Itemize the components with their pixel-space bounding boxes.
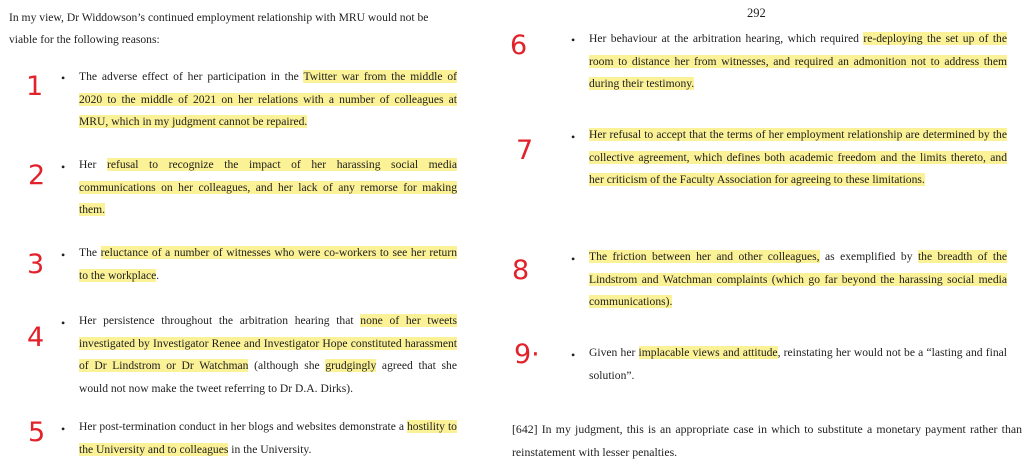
plain-text: The xyxy=(79,246,101,259)
highlighted-text: reluctance of a number of witnesses who were co-workers to see her return to the workplace xyxy=(79,246,457,282)
bullet-2: • xyxy=(61,160,66,174)
reason-7-text xyxy=(589,124,1007,192)
highlighted-text: refusal to recognize the impact of her harassing social media communications on her colleagues, and her lack of any remorse for making them. xyxy=(79,158,457,216)
highlighted-text: re-deploying the set up of the room to distance her from witnesses, and required an admonition not to address them during their testimony. xyxy=(589,32,1007,90)
bullet-1: • xyxy=(61,71,66,85)
intro-paragraph: In my view, Dr Widdowson’s continued employment relationship with MRU would not be viable for the following reasons: xyxy=(9,11,429,46)
plain-text: Her post-termination conduct in her blogs and websites demonstrate a xyxy=(79,420,407,433)
left-column xyxy=(0,0,470,466)
plain-text: Given her xyxy=(589,346,639,359)
highlighted-text: grudgingly xyxy=(325,359,377,372)
highlighted-text: none of her tweets investigated by Investigator Renee and Investigator Hope constituted harassment of Dr Lindstrom or Dr Watchman xyxy=(79,314,458,372)
reason-9-text xyxy=(589,342,1007,387)
plain-text: Her persistence throughout the arbitration hearing that xyxy=(79,314,361,327)
bullet-9: • xyxy=(571,348,576,362)
bullet-4: • xyxy=(61,316,66,330)
bullet-8: • xyxy=(571,252,576,266)
reason-3-text xyxy=(79,242,457,287)
reason-8-text xyxy=(589,246,1007,314)
handwritten-number-2: 2 xyxy=(28,160,46,191)
handwritten-number-8: 8 xyxy=(512,255,530,286)
highlighted-text: the breadth of the Lindstrom and Watchman complaints (which go far beyond the harassing social media communications). xyxy=(589,250,1008,308)
bullet-3: • xyxy=(61,248,66,262)
handwritten-number-3: 3 xyxy=(27,249,45,280)
handwritten-number-7: 7 xyxy=(516,135,534,166)
reason-4-text xyxy=(79,310,457,400)
plain-text: . xyxy=(156,268,160,282)
plain-text: The adverse effect of her participation in the xyxy=(79,70,304,83)
plain-text: , reinstating her would not be a “lasting and final solution”. xyxy=(589,346,1007,382)
highlighted-text: Twitter war from the middle of 2020 to the middle of 2021 on her relations with a number of colleagues at MRU, which in my judgment cannot be repaired. xyxy=(79,70,457,128)
reason-5-text xyxy=(79,416,457,461)
handwritten-number-9: 9· xyxy=(514,339,540,370)
page-number: 292 xyxy=(747,6,766,20)
highlighted-text: Her refusal to accept that the terms of her employment relationship are determined by the collective agreement, which defines both academic freedom and the limits thereto, and her criticism of the Faculty Association for agreeing to these limitations. xyxy=(589,128,1007,186)
plain-text: Her behaviour at the arbitration hearing, which required xyxy=(589,32,864,45)
plain-text: in the University. xyxy=(228,442,312,456)
handwritten-number-1: 1 xyxy=(26,71,44,102)
right-column xyxy=(500,0,1024,466)
plain-text: (although she xyxy=(248,359,326,372)
reason-6-text xyxy=(589,28,1007,96)
plain-text: agreed that she would not now make the tweet referring to Dr D.A. Dirks). xyxy=(79,359,457,395)
plain-text: as exemplified by xyxy=(819,250,918,263)
highlighted-text: hostility to the University and to colleagues xyxy=(79,420,457,456)
highlighted-text: implacable views and attitude xyxy=(638,346,778,359)
highlighted-text: The friction between her and other colleagues, xyxy=(589,250,820,263)
reason-1-text xyxy=(79,66,457,134)
plain-text: Her xyxy=(79,158,107,171)
bullet-6: • xyxy=(571,33,576,47)
reason-2-text xyxy=(79,154,457,222)
final-paragraph: [642] In my judgment, this is an appropriate case in which to substitute a monetary payment rather than reinstatement with lesser penalties. xyxy=(512,422,1022,459)
bullet-7: • xyxy=(571,130,576,144)
bullet-5: • xyxy=(61,422,66,436)
handwritten-number-4: 4 xyxy=(27,322,45,353)
handwritten-number-5: 5 xyxy=(28,417,46,448)
handwritten-number-6: 6 xyxy=(510,30,528,61)
